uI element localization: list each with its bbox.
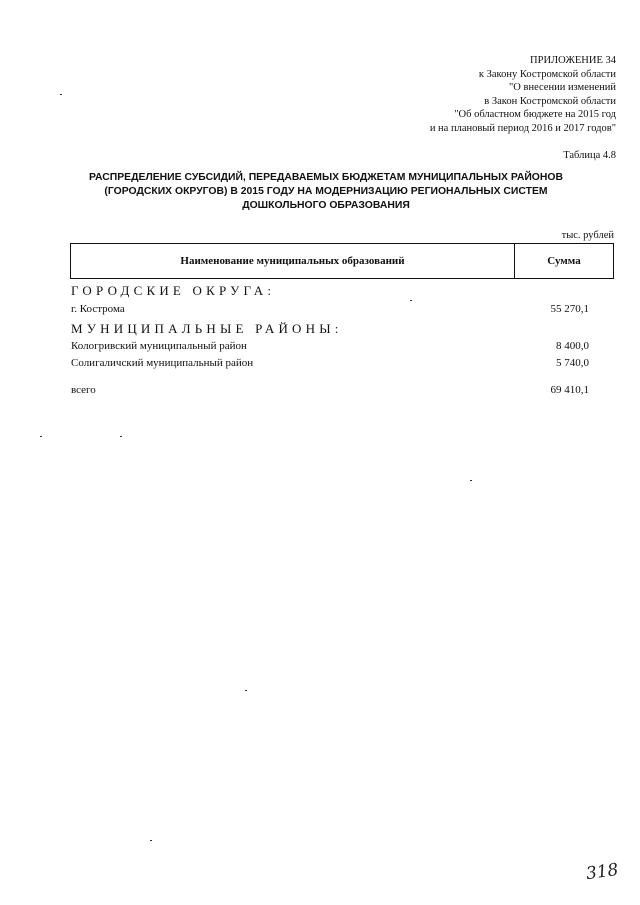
units-label: тыс. рублей xyxy=(561,230,614,241)
scan-speck xyxy=(120,436,122,437)
title-line: РАСПРЕДЕЛЕНИЕ СУБСИДИЙ, ПЕРЕДАВАЕМЫХ БЮДЖЕТАМ МУНИЦИПАЛЬНЫХ РАЙОНОВ xyxy=(89,172,563,183)
row-amount: 5 740,0 xyxy=(556,357,589,369)
appendix-header xyxy=(296,54,616,136)
total-amount: 69 410,1 xyxy=(550,384,589,396)
document-title xyxy=(80,171,572,213)
table-row xyxy=(71,357,589,369)
table-number: Таблица 4.8 xyxy=(563,150,616,161)
scan-speck xyxy=(245,690,247,691)
total-label: всего xyxy=(71,384,96,396)
table-header xyxy=(70,243,614,279)
appendix-line: в Закон Костромской области xyxy=(484,95,616,107)
appendix-line: "Об областном бюджете на 2015 год xyxy=(454,109,616,121)
section-title-districts: МУНИЦИПАЛЬНЫЕ РАЙОНЫ: xyxy=(71,321,343,336)
header-name: Наименование муниципальных образований xyxy=(71,244,515,278)
appendix-line: "О внесении изменений xyxy=(509,82,616,94)
scan-speck xyxy=(470,480,472,481)
row-amount: 8 400,0 xyxy=(556,340,589,352)
scan-speck xyxy=(40,436,42,437)
title-line: ДОШКОЛЬНОГО ОБРАЗОВАНИЯ xyxy=(242,200,410,211)
scan-speck xyxy=(60,94,62,95)
scan-speck xyxy=(410,300,412,301)
row-name: Солигаличский муниципальный район xyxy=(71,357,254,369)
table-row xyxy=(71,340,589,352)
appendix-line: ПРИЛОЖЕНИЕ 34 xyxy=(530,55,616,66)
row-name: г. Кострома xyxy=(71,303,125,315)
row-name: Кологривский муниципальный район xyxy=(71,340,247,352)
table-row xyxy=(71,303,589,315)
row-amount: 55 270,1 xyxy=(550,303,589,315)
section-title-urban: ГОРОДСКИЕ ОКРУГА: xyxy=(71,283,276,298)
handwritten-page-number: 318 xyxy=(584,859,620,885)
scan-speck xyxy=(150,840,152,841)
total-row xyxy=(71,384,589,396)
appendix-line: и на плановый период 2016 и 2017 годов" xyxy=(429,122,616,134)
appendix-line: к Закону Костромской области xyxy=(478,68,616,80)
header-amount: Сумма xyxy=(547,255,581,267)
title-line: (ГОРОДСКИХ ОКРУГОВ) В 2015 ГОДУ НА МОДЕРНИЗАЦИЮ РЕГИОНАЛЬНЫХ СИСТЕМ xyxy=(104,186,548,197)
